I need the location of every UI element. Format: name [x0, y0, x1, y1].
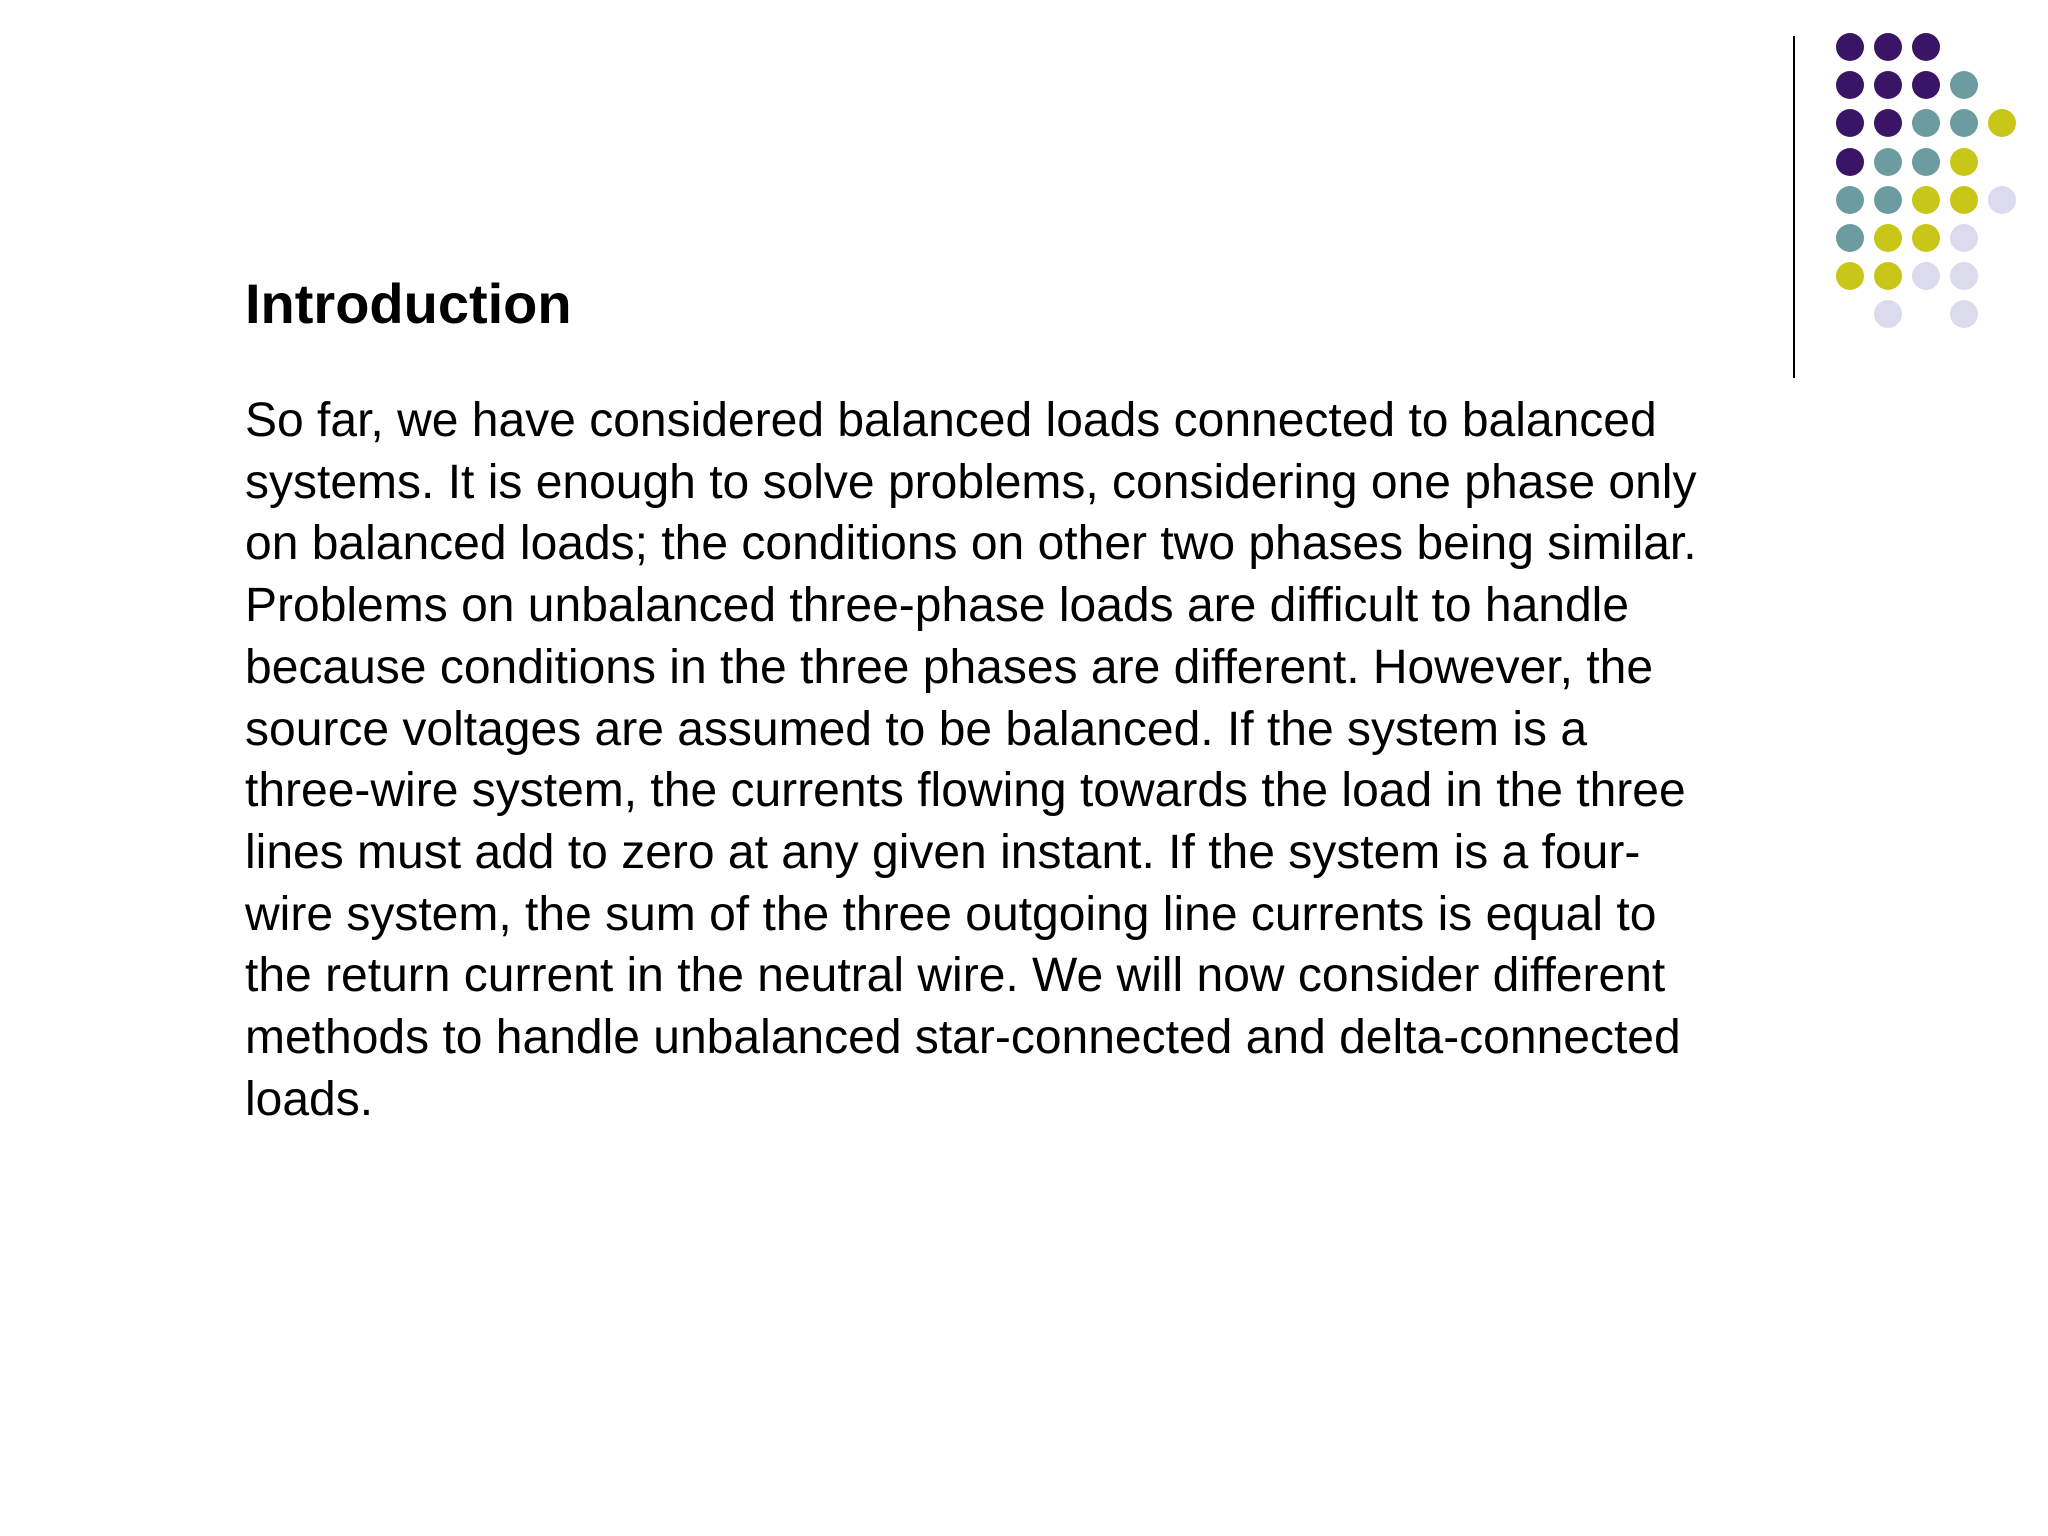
slide-title: Introduction [245, 272, 572, 335]
decorative-dot [1988, 109, 2016, 137]
decorative-dot [1912, 186, 1940, 214]
decorative-dot [1950, 262, 1978, 290]
body-line: Problems on unbalanced three-phase loads are difficult to handle [245, 579, 1630, 633]
body-line: methods to handle unbalanced star-connected and delta-connected [245, 1011, 1681, 1065]
decorative-dot [1874, 186, 1902, 214]
decorative-dot [1950, 71, 1978, 99]
decorative-dot [1836, 33, 1864, 61]
decorative-dot [1836, 262, 1864, 290]
decorative-dot [1874, 33, 1902, 61]
body-line: source voltages are assumed to be balanced. If the system is a [245, 702, 1588, 756]
body-line: on balanced loads; the conditions on other two phases being similar. [245, 517, 1697, 571]
body-line: lines must add to zero at any given instant. If the system is a four- [245, 825, 1641, 879]
decorative-dot [1874, 71, 1902, 99]
decorative-dot [1874, 300, 1902, 328]
decorative-dot [1874, 262, 1902, 290]
body-line: wire system, the sum of the three outgoing line currents is equal to [245, 887, 1657, 941]
body-line: So far, we have considered balanced loads connected to balanced [245, 394, 1657, 447]
decorative-vertical-rule [1793, 36, 1795, 378]
decorative-dot [1874, 148, 1902, 176]
decorative-dot [1874, 224, 1902, 252]
decorative-dot [1836, 224, 1864, 252]
decorative-dot [1912, 262, 1940, 290]
body-line: three-wire system, the currents flowing towards the load in the three [245, 764, 1686, 818]
body-line: because conditions in the three phases are different. However, the [245, 640, 1654, 694]
decorative-dot [1874, 109, 1902, 137]
decorative-dot [1950, 186, 1978, 214]
decorative-dot [1950, 148, 1978, 176]
decorative-dot [1912, 33, 1940, 61]
decorative-dot [1912, 224, 1940, 252]
decorative-dot [1950, 300, 1978, 328]
decorative-dot [1836, 71, 1864, 99]
decorative-dot [1912, 109, 1940, 137]
decorative-dot [1912, 71, 1940, 99]
decorative-dot [1912, 148, 1940, 176]
decorative-dot [1836, 109, 1864, 137]
decorative-dot [1836, 186, 1864, 214]
decorative-dot [1950, 109, 1978, 137]
body-line: loads. [245, 1072, 374, 1126]
body-line: systems. It is enough to solve problems, considering one phase only [245, 455, 1697, 509]
slide-body-text [245, 390, 1697, 1130]
decorative-dot [1950, 224, 1978, 252]
decorative-dot [1988, 186, 2016, 214]
body-line: the return current in the neutral wire. We will now consider different [245, 949, 1666, 1003]
decorative-dot [1836, 148, 1864, 176]
